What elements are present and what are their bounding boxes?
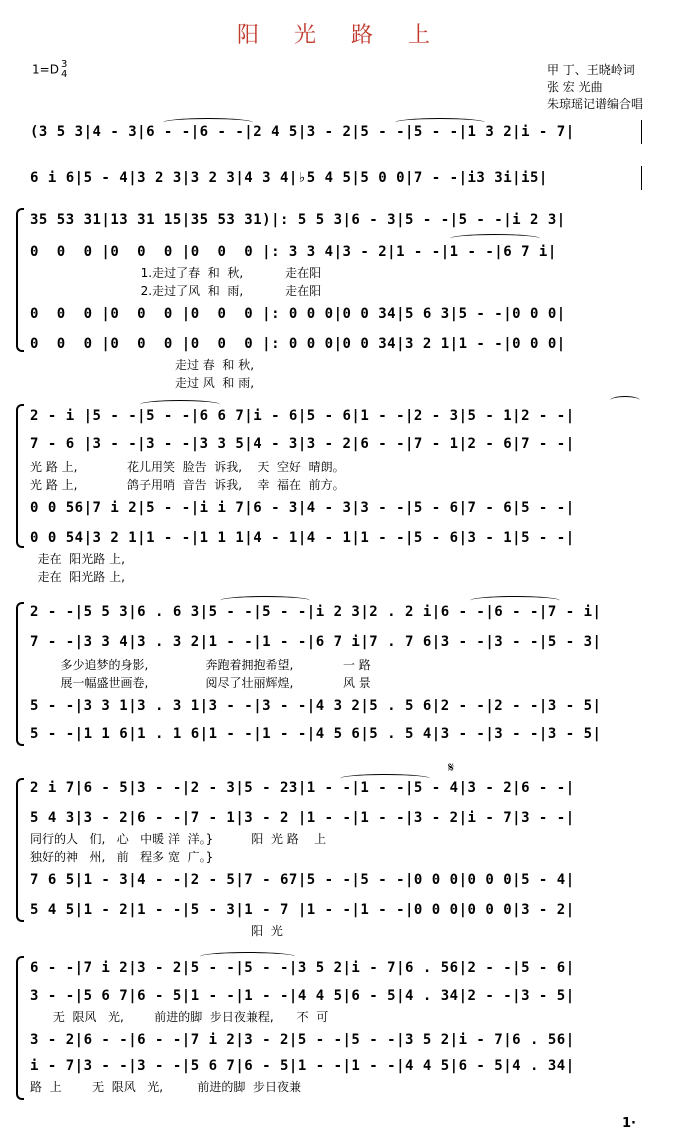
s1-lower-lyric-2: 走过 风 和 雨, <box>30 376 255 390</box>
s4-bass: 5 4 5|1 - 2|1 - -|5 - 3|1 - 7 |1 - -|1 - -|0 0 0|0 0 0|3 - 2| <box>30 902 575 918</box>
time-denominator: 4 <box>60 69 68 80</box>
s2-alto: 7 - 6 |3 - -|3 - -|3 3 5|4 - 3|3 - 2|6 - -|7 - 1|2 - 6|7 - -| <box>30 436 575 452</box>
s2-bass: 0 0 54|3 2 1|1 - -|1 1 1|4 - 1|4 - 1|1 - -|5 - 6|3 - 1|5 - -| <box>30 530 575 546</box>
s3-tenor: 5 - -|3 3 1|3 . 3 1|3 - -|3 - -|4 3 2|5 . 5 6|2 - -|2 - -|3 - 5| <box>30 698 602 714</box>
lyricist-credit: 甲 丁、王晓岭词 <box>546 63 635 77</box>
s2-lower-lyric-1: 走在 阳光路 上, <box>30 552 125 566</box>
s3-bass: 5 - -|1 1 6|1 . 1 6|1 - -|1 - -|4 5 6|5 . 5 4|3 - -|3 - -|3 - 5| <box>30 726 602 742</box>
s4-lyric-2: 独好的神 州, 前 程多 宽 广。} <box>30 850 214 864</box>
song-title: 阳 光 路 上 <box>237 23 444 48</box>
s1-soprano: 35 53 31|13 31 15|35 53 31)|: 5 5 3|6 - 3|5 - -|5 - -|i 2 3| <box>30 212 566 228</box>
s3-alto: 7 - -|3 3 4|3 . 3 2|1 - -|1 - -|6 7 i|7 . 7 6|3 - -|3 - -|5 - 3| <box>30 634 602 650</box>
arranger-credit: 朱琼瑶记谱编合唱 <box>546 97 643 111</box>
intro-line-1: (3 5 3|4 - 3|6 - -|6 - -|2 4 5|3 - 2|5 - -|5 - -|1 3 2|i - 7| <box>30 124 575 140</box>
page-number: 1· <box>622 1116 636 1131</box>
time-signature <box>61 60 67 80</box>
s4-tenor: 7 6 5|1 - 3|4 - -|2 - 5|7 - 67|5 - -|5 - -|0 0 0|0 0 0|5 - 4| <box>30 872 575 888</box>
intro-line-2: 6 i 6|5 - 4|3 2 3|3 2 3|4 3 4|♭5 4 5|5 0 0|7 - -|i3 3i|i5| <box>30 170 548 186</box>
s4-lyric-1: 同行的人 们, 心 中暖 洋 洋。} 阳 光 路 上 <box>30 832 327 846</box>
s5-bass: i - 7|3 - -|3 - -|5 6 7|6 - 5|1 - -|1 - -|4 4 5|6 - 5|4 . 34| <box>30 1058 575 1074</box>
s5-tenor: 3 - 2|6 - -|6 - -|7 i 2|3 - 2|5 - -|5 - -|3 5 2|i - 7|6 . 56| <box>30 1032 575 1048</box>
s3-lyric-2: 展一幅盛世画卷, 阅尽了壮丽辉煌, 风 景 <box>30 676 371 690</box>
s2-lyric-2: 光 路 上, 鸽子用哨 音告 诉我, 幸 福在 前方。 <box>30 478 345 492</box>
segno-sign: 𝄋 <box>448 760 455 776</box>
s4-soprano: 2 i 7|6 - 5|3 - -|2 - 3|5 - 23|1 - -|1 - -|5 - 4|3 - 2|6 - -| <box>30 780 575 796</box>
s2-lyric-1: 光 路 上, 花儿用笑 脸告 诉我, 天 空好 晴朗。 <box>30 460 345 474</box>
key-signature <box>32 60 67 80</box>
s2-soprano: 2 - i |5 - -|5 - -|6 6 7|i - 6|5 - 6|1 - -|2 - 3|5 - 1|2 - -| <box>30 408 575 424</box>
s5-soprano: 6 - -|7 i 2|3 - 2|5 - -|5 - -|3 5 2|i - 7|6 . 56|2 - -|5 - 6| <box>30 960 575 976</box>
s1-lyric-2: 2.走过了风 和 雨, 走在阳 <box>30 284 322 298</box>
s2-lower-lyric-2: 走在 阳光路 上, <box>30 570 125 584</box>
s5-lower-lyric: 路 上 无 限风 光, 前进的脚 步日夜兼 <box>30 1080 301 1094</box>
s4-alto: 5 4 3|3 - 2|6 - -|7 - 1|3 - 2 |1 - -|1 - -|3 - 2|i - 7|3 - -| <box>30 810 575 826</box>
s1-tenor: 0 0 0 |0 0 0 |0 0 0 |: 0 0 0|0 0 34|5 6 3|5 - -|0 0 0| <box>30 306 566 322</box>
s5-lyric: 无 限风 光, 前进的脚 步日夜兼程, 不 可 <box>30 1010 329 1024</box>
s3-lyric-1: 多少追梦的身影, 奔跑着拥抱希望, 一 路 <box>30 658 371 672</box>
s2-tenor: 0 0 56|7 i 2|5 - -|i i 7|6 - 3|4 - 3|3 - -|5 - 6|7 - 6|5 - -| <box>30 500 575 516</box>
s1-alto: 0 0 0 |0 0 0 |0 0 0 |: 3 3 4|3 - 2|1 - -|1 - -|6 7 i| <box>30 244 557 260</box>
s1-lyric-1: 1.走过了春 和 秋, 走在阳 <box>30 266 322 280</box>
s5-alto: 3 - -|5 6 7|6 - 5|1 - -|1 - -|4 4 5|6 - 5|4 . 34|2 - -|3 - 5| <box>30 988 575 1004</box>
s4-lower-lyric: 阳 光 <box>30 924 283 938</box>
s1-bass: 0 0 0 |0 0 0 |0 0 0 |: 0 0 0|0 0 34|3 2 1|1 - -|0 0 0| <box>30 336 566 352</box>
credits <box>547 62 643 113</box>
composer-credit: 张 宏 光曲 <box>546 80 603 94</box>
key-label: 1=D <box>32 62 59 77</box>
time-numerator: 3 <box>60 59 68 70</box>
s1-lower-lyric-1: 走过 春 和 秋, <box>30 358 255 372</box>
s3-soprano: 2 - -|5 5 3|6 . 6 3|5 - -|5 - -|i 2 3|2 . 2 i|6 - -|6 - -|7 - i| <box>30 604 602 620</box>
